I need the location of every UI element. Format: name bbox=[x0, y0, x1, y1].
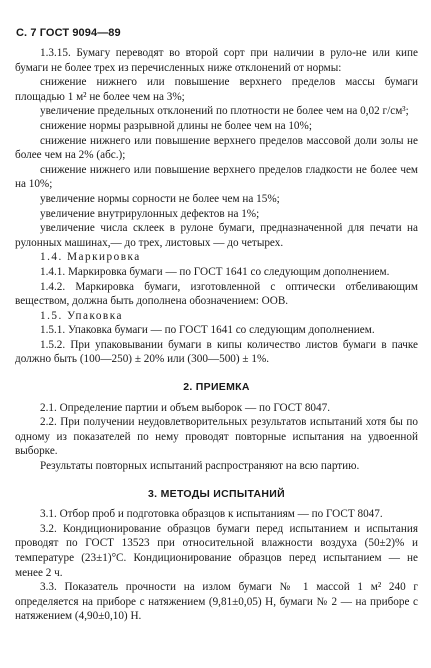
list-item: увеличение внутрирулонных дефектов на 1%; bbox=[40, 207, 260, 220]
list-item: снижение нижнего или повышение верхнего пределов массы бумаги площадью 1 м² не более чем на 3%; bbox=[15, 76, 418, 103]
paragraph-3-1: 3.1. Отбор проб и подготовка образцов к испытаниям — по ГОСТ 8047. bbox=[40, 508, 383, 521]
list-item: увеличение предельных отклонений по плотности не более чем на 0,02 г/см³; bbox=[40, 105, 409, 118]
paragraph-1-4-2: 1.4.2. Маркировка бумаги, изготовленной с оптически отбеливающим веществом, должна быть дополнена обозначением: ООВ. bbox=[15, 280, 418, 308]
paragraph-1-5-2: 1.5.2. При упаковывании бумаги в кипы количество листов бумаги в пачке должно быть (100—250) ± 20% или (300—500) ± 1%. bbox=[15, 338, 418, 366]
paragraph-1-5-1: 1.5.1. Упаковка бумаги — по ГОСТ 1641 со следующим дополнением. bbox=[40, 324, 375, 337]
list-item: снижение нижнего или повышение верхнего пределов гладкости не более чем на 10%; bbox=[15, 163, 418, 191]
section-3-heading: 3. МЕТОДЫ ИСПЫТАНИЙ bbox=[148, 487, 285, 500]
section-1-4-title: 1.4. Маркировка bbox=[40, 251, 141, 264]
paragraph-3-3: 3.3. Показатель прочности на излом бумаги № 1 массой 1 м² 240 г определяется на приборе с натяжением (9,81±0,05) Н, бумаги № 2 — на приборе с натяжением (4,90±0,10) Н. bbox=[15, 581, 418, 623]
paragraph-3-2: 3.2. Кондиционирование образцов бумаги перед испытанием и испытания проводят по ГОСТ 13523 при относительной влажности воздуха (50±2)% и температуре (23±1)°С. Кондиционирование образцов перед испытанием — не менее 2 ч. bbox=[15, 522, 418, 579]
section-1-5-title: 1.5. Упаковка bbox=[40, 309, 123, 322]
paragraph-2-1: 2.1. Определение партии и объем выборок — по ГОСТ 8047. bbox=[40, 401, 331, 414]
document-body bbox=[15, 46, 418, 624]
list-item: увеличение нормы сорности не более чем на 15%; bbox=[40, 192, 280, 205]
section-2-heading: 2. ПРИЕМКА bbox=[183, 381, 250, 394]
paragraph-1-4-1: 1.4.1. Маркировка бумаги — по ГОСТ 1641 со следующим дополнением. bbox=[40, 265, 390, 278]
list-item: снижение нижнего или повышение верхнего пределов массовой доли золы не более чем на 2% (абс.); bbox=[15, 134, 418, 162]
list-item: увеличение числа склеек в рулоне бумаги, предназначенной для печати на рулонных машинах,— до трех, листовых — до четырех. bbox=[15, 222, 418, 249]
paragraph-2-2b: Результаты повторных испытаний распространяют на всю партию. bbox=[40, 460, 360, 473]
paragraph-1-3-15: 1.3.15. Бумагу переводят во второй сорт при наличии в руло-не или кипе бумаги не более трех из перечисленных ниже отклонений от нормы: bbox=[15, 47, 418, 74]
page-header: С. 7 ГОСТ 9094—89 bbox=[16, 27, 121, 39]
paragraph-2-2: 2.2. При получении неудовлетворительных результатов испытаний хотя бы по одному из показателей по нему проводят повторные испытания на удвоенной выборке. bbox=[15, 416, 418, 458]
list-item: снижение нормы разрывной длины не более чем на 10%; bbox=[40, 119, 312, 132]
